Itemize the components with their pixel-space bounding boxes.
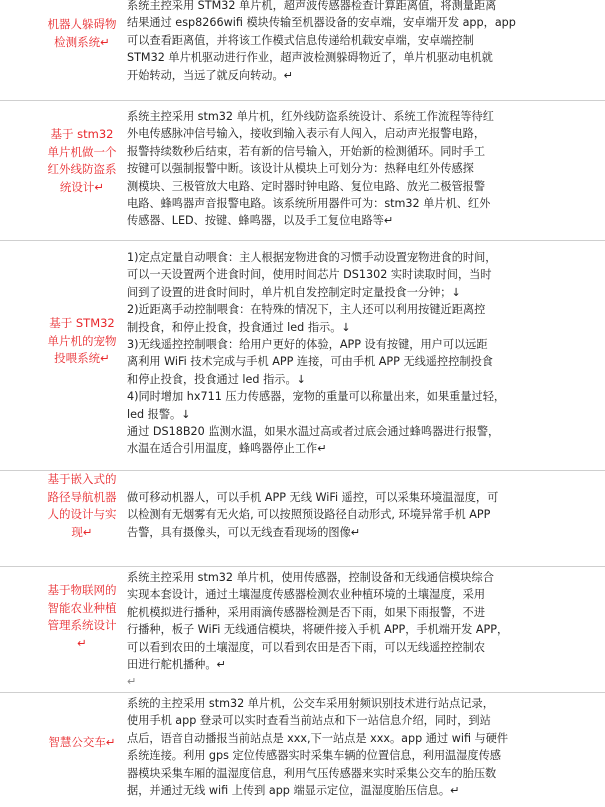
description-line: 制投食，和停止投食，投食通过 led 指示。↓ [127,320,351,334]
project-description [127,695,605,799]
project-title: 基于物联网的智能农业种植管理系统设计↵ [47,583,117,650]
project-title: 智慧公交车↵ [48,735,116,749]
table-row [0,470,605,565]
table-row [0,240,605,469]
description-line: 系统主控采用 stm32 单片机，使用传感器，控制设备和无线通信模块综合 [127,571,494,584]
description-line: 3)无线遥控控制喂食：给用户更好的体验，APP 设有按键，用户可以远距 [127,337,488,351]
description-line: 离利用 WiFi 技术完成与手机 APP 连接，可由手机 APP 无线遥控控制投食 [127,355,493,369]
project-title: 基于嵌入式的路径导航机器人的设计与实现↵ [47,472,117,539]
description-line: 传感器、LED、按键、蜂鸣器，以及手工复位电路等↵ [127,214,394,228]
description-line: 据，并通过无线 wifi 上传到 app 端显示定位，温湿度胎压信息。↵ [127,783,460,797]
project-title: 机器人躲碍物检测系统↵ [47,17,117,49]
description-line: 1)定点定量自动喂食：主人根据宠物进食的习惯手动设置宠物进食的时间， [127,251,497,264]
description-line: 行播种，板子 WiFi 无线通信模块，将硬件接入手机 APP，手机端开发 APP， [127,623,509,637]
project-title: 基于 STM32 单片机的宠物投喂系统↵ [47,316,117,365]
description-line: 系统连接。利用 gps 定位传感器实时采集车辆的位置信息，利用温湿度传感 [127,749,501,763]
description-line: 结果通过 esp8266wifi 模块传输至机器设备的安卓端，安卓端开发 app，app [127,16,516,30]
description-line: ↵ [127,675,137,689]
description-line: STM32 单片机驱动进行作业，超声波检测躲碍物近了，单片机驱动电机就 [127,51,493,65]
description-line: 测模块、三极管放大电路、定时器时钟电路、复位电路、放光二极管报警 [127,179,486,193]
description-line: 使用手机 app 登录可以实时查看当前站点和下一站信息介绍，同时，到站 [127,714,491,728]
description-line: 可以查看距离值，并将该工作模式信息传递给机载安卓端，安卓端控制 [127,33,474,47]
description-line: 点后，语音自动播报当前站点是 xxx,下一站点是 xxx。app 通过 wifi 与硬件 [127,731,509,745]
project-description [127,249,605,458]
description-line: 开始转动，当远了就反向转动。↵ [127,68,293,82]
description-line: 按键可以强制报警中断。该设计从模块上可划分为：热释电红外传感探 [127,162,474,176]
description-line: 系统的主控采用 stm32 单片机，公交车采用射频识别技术进行站点记录， [127,697,494,710]
description-line: 器模块采集车厢的温湿度信息，利用气压传感器来实时采集公交车的胎压数 [127,766,497,780]
description-line: 舵机模拟进行播种，采用雨滴传感器检测是否下雨，如果下雨报警，不进 [127,605,486,619]
description-line: 和停止投食，投食通过 led 指示。↓ [127,372,307,386]
description-line: 通过 DS18B20 监测水温，如果水温过高或者过底会通过蜂鸣器进行报警， [127,424,500,438]
description-line: led 报警。↓ [127,407,191,421]
description-line: 系统主控采用 stm32 单片机，红外线防盗系统设计、系统工作流程等待红 [127,110,494,123]
description-line: 田进行舵机播种。↵ [127,657,226,671]
description-line: 系统主控采用 STM32 单片机，超声波传感器检查计算距离值，将测量距离 [127,0,497,12]
project-description [127,569,605,691]
description-line: 间到了设置的进食时间时，单片机自发控制定时定量投食一分钟；↓ [127,285,461,299]
table-row [0,692,605,807]
description-line: 2)近距离手动控制喂食：在特殊的情况下，主人还可以利用按键近距离控 [127,303,486,317]
project-description [127,489,605,541]
description-line: 可以看到农田的土壤湿度，可以看到农田是否下雨，可以无线遥控控制农 [127,640,486,654]
description-line: 可以一天设置两个进食时间，使用时间芯片 DS1302 实时读取时间，当时 [127,268,492,282]
description-line: 外电传感脉冲信号输入，接收到输入表示有人闯入，启动声光报警电路， [127,127,486,141]
description-line: 电路、蜂鸣器声音报警电路。该系统所用器件可为：stm32 单片机、红外 [127,196,491,210]
description-line: 做可移动机器人，可以手机 APP 无线 WiFi 遥控，可以采集环境温湿度，可 [127,491,499,504]
table-row [0,566,605,693]
project-description [127,0,605,84]
table-row [0,100,605,235]
description-line: 水温在适合引用温度，蜂鸣器停止工作↵ [127,442,327,456]
description-line: 4)同时增加 hx711 压力传感器，宠物的重量可以称量出来，如果重量过轻， [127,390,506,404]
description-line: 报警持续数秒后结束，若有新的信号输入，开始新的检测循环。同时手工 [127,144,486,158]
project-description [127,108,605,230]
table-row [0,0,605,96]
description-line: 实现本套设计，通过土壤湿度传感器检测农业种植环境的土壤湿度，采用 [127,588,486,602]
description-line: 告警，具有摄像头，可以无线查看现场的图像↵ [127,525,361,539]
project-title: 基于 stm32 单片机做一个红外线防盗系统设计↵ [47,127,117,194]
description-line: 以检测有无烟雾有无火焰, 可以按照预设路径自动形式, 环境异常手机 APP [127,508,491,522]
